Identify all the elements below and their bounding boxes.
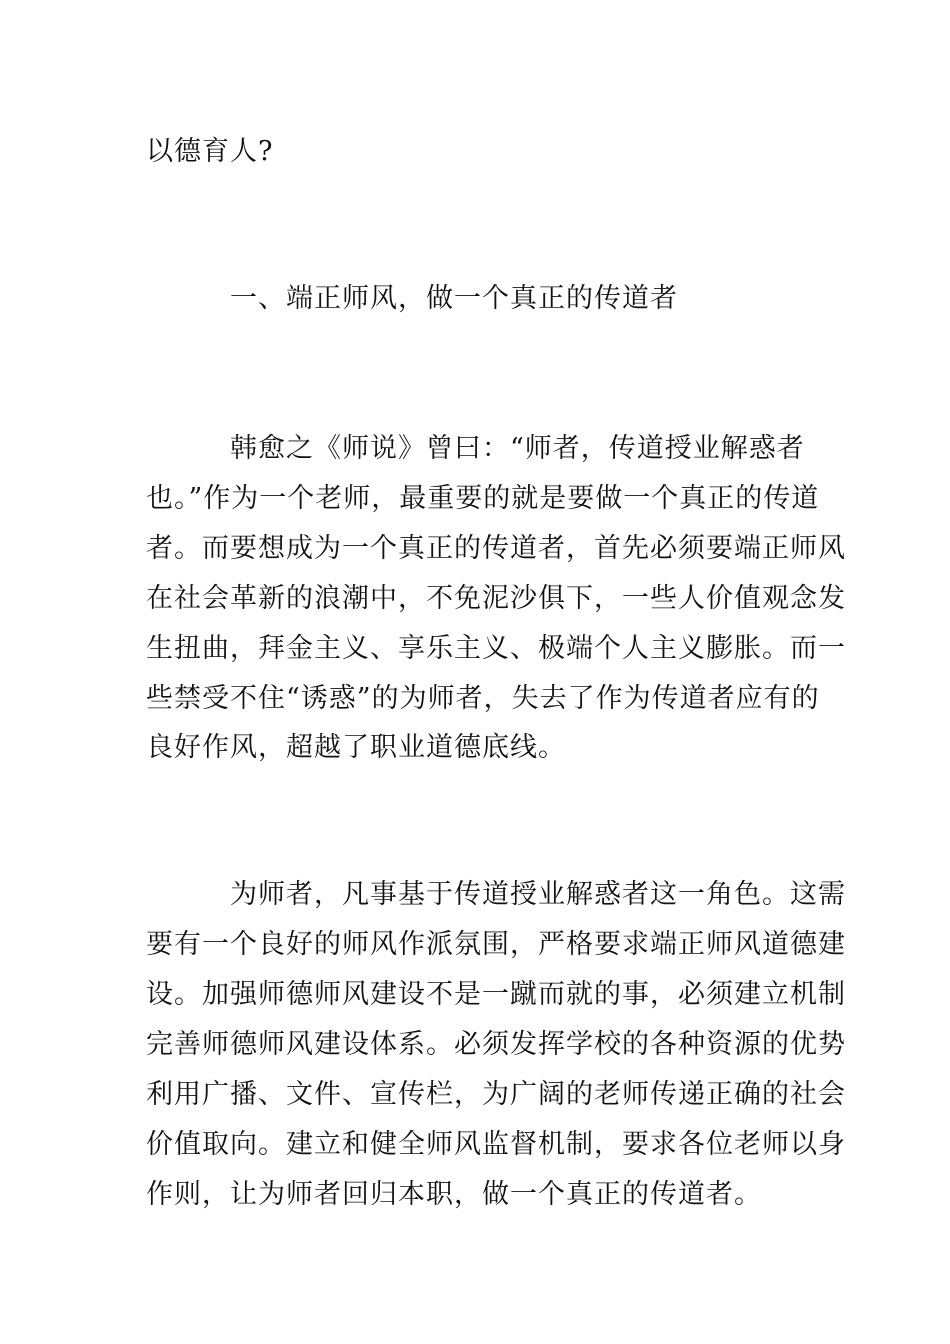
- paragraph-2-line-4: 完善师德师风建设体系。必须发挥学校的各种资源的优势: [146, 1029, 846, 1060]
- paragraph-2-line-7: 作则，让为师者回归本职，做一个真正的传道者。: [146, 1179, 762, 1210]
- paragraph-2-line-1: 为师者，凡事基于传道授业解惑者这一角色。这需: [230, 879, 846, 910]
- paragraph-1-line-7: 良好作风，超越了职业道德底线。: [146, 732, 566, 763]
- text-line-fragment: 以德育人?: [146, 136, 274, 167]
- paragraph-1-line-6: 些禁受不住“诱惑”的为师者，失去了作为传道者应有的: [146, 683, 820, 714]
- paragraph-1-line-3: 者。而要想成为一个真正的传道者，首先必须要端正师风: [146, 533, 846, 564]
- paragraph-1-line-4: 在社会革新的浪潮中，不免泥沙俱下，一些人价值观念发: [146, 583, 846, 614]
- paragraph-2-line-6: 价值取向。建立和健全师风监督机制，要求各位老师以身: [146, 1129, 846, 1160]
- paragraph-1-line-2: 也。”作为一个老师，最重要的就是要做一个真正的传道: [146, 483, 820, 514]
- paragraph-1-line-1: 韩愈之《师说》曾曰：“师者，传道授业解惑者: [230, 433, 805, 464]
- section-heading: 一、端正师风，做一个真正的传道者: [230, 283, 678, 314]
- paragraph-2-line-5: 利用广播、文件、宣传栏，为广阔的老师传递正确的社会: [146, 1079, 846, 1110]
- paragraph-1-line-5: 生扭曲，拜金主义、享乐主义、极端个人主义膨胀。而一: [146, 633, 846, 664]
- paragraph-2-line-3: 设。加强师德师风建设不是一蹴而就的事，必须建立机制: [146, 979, 846, 1010]
- paragraph-2-line-2: 要有一个良好的师风作派氛围，严格要求端正师风道德建: [146, 929, 846, 960]
